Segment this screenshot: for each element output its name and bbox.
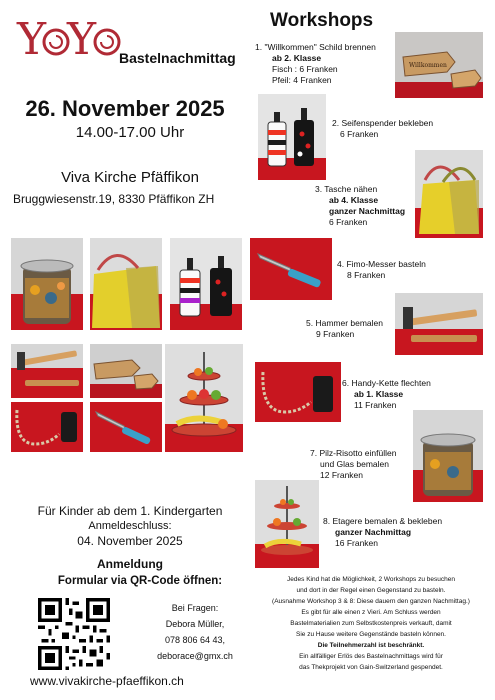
svg-text:Y: Y xyxy=(67,14,97,65)
photo-wooden-signs xyxy=(90,344,162,398)
workshop-6-restriction: ab 1. Klasse xyxy=(354,389,404,399)
photo-jar xyxy=(11,238,83,330)
workshop-1-title: 1. "Willkommen" Schild brennen xyxy=(255,42,376,52)
info-line-6: Sie zu Hause weitere Gegenstände basteln können. xyxy=(296,631,446,638)
workshop-8-title: 8. Etagere bemalen & bekleben xyxy=(323,516,443,526)
logo-graphic xyxy=(15,10,125,65)
event-time: 14.00-17.00 Uhr xyxy=(75,124,185,141)
event-venue: Viva Kirche Pfäffikon xyxy=(61,169,199,186)
contact-name: Debora Müller, xyxy=(165,619,225,629)
contact-info xyxy=(140,600,250,664)
workshop-7-title: 7. Pilz-Risotto einfüllen xyxy=(310,448,397,458)
qr-instruction: Formular via QR-Code öffnen: xyxy=(57,575,223,587)
workshop-3-duration: ganzer Nachmittag xyxy=(329,206,406,216)
info-line-9: das Thekprojekt von Gain-Switzerland gespendet. xyxy=(299,664,443,671)
workshop-8-duration: ganzer Nachmittag xyxy=(335,527,412,537)
yoyo-logo xyxy=(15,10,240,72)
photo-fimo-knife-small xyxy=(90,402,162,452)
signup-heading: Anmeldung xyxy=(97,557,163,571)
event-address: Bruggwiesenstr.19, 8330 Pfäffikon ZH xyxy=(13,192,215,206)
photo-bag-large xyxy=(90,238,162,330)
workshop-6-price: 11 Franken xyxy=(354,400,397,410)
target-audience: Für Kinder ab dem 1. Kindergarten xyxy=(37,504,223,518)
workshop-7-price: 12 Franken xyxy=(320,470,363,480)
qr-code[interactable] xyxy=(38,598,110,670)
info-line-7: Die Teilnehmerzahl ist beschränkt. xyxy=(317,642,425,649)
workshop-4-title: 4. Fimo-Messer basteln xyxy=(337,259,426,269)
workshop-5-title: 5. Hammer bemalen xyxy=(306,318,384,328)
workshop-6-title: 6. Handy-Kette flechten xyxy=(342,378,431,388)
workshop-1 xyxy=(255,42,395,86)
workshop-7-subtitle: und Glas bemalen xyxy=(320,459,389,469)
info-line-1: Jedes Kind hat die Möglichkeit, 2 Workshops zu besuchen xyxy=(287,576,455,583)
photo-phone-chain xyxy=(255,362,341,422)
workshop-6 xyxy=(342,378,452,411)
workshop-8-price: 16 Franken xyxy=(335,538,378,548)
svg-text:Y: Y xyxy=(17,14,47,65)
photo-soap-dispensers-large xyxy=(170,238,242,330)
photo-soap-dispensers xyxy=(258,94,326,180)
workshop-1-restriction: ab 2. Klasse xyxy=(272,53,322,63)
info-line-3: (Ausnahme Workshop 3 & 8: Diese dauern den ganzen Nachmittag.) xyxy=(272,598,470,605)
photo-risotto-jar xyxy=(413,410,483,502)
deadline-date: 04. November 2025 xyxy=(77,534,183,548)
photo-etagere xyxy=(165,344,243,452)
workshop-8 xyxy=(323,516,493,549)
workshops-title: Workshops xyxy=(270,10,374,31)
info-line-4: Es gibt für alle einen z Vieri. Am Schluss werden xyxy=(301,609,441,616)
workshop-4-price: 8 Franken xyxy=(347,270,386,280)
photo-fimo-knife xyxy=(250,238,332,300)
contact-phone[interactable]: 078 806 64 43, xyxy=(164,635,226,645)
workshop-1-price-fish: Fisch : 6 Franken xyxy=(272,64,338,74)
info-line-2: und dort in der Regel einen Gegenstand zu basteln. xyxy=(296,587,446,594)
svg-text:Willkommen: Willkommen xyxy=(409,62,447,69)
event-date: 26. November 2025 xyxy=(25,96,225,121)
workshop-3-price: 6 Franken xyxy=(329,217,368,227)
info-line-8: Ein allfälliger Erlös des Bastelnachmittags wird für xyxy=(299,653,443,660)
photo-bag xyxy=(415,150,483,238)
workshop-2 xyxy=(332,118,452,140)
workshop-1-price-arrow: Pfeil: 4 Franken xyxy=(272,75,332,85)
contact-email[interactable]: deborace@gmx.ch xyxy=(157,651,233,661)
workshop-2-price: 6 Franken xyxy=(340,129,379,139)
workshop-2-title: 2. Seifenspender bekleben xyxy=(332,118,434,128)
info-paragraph xyxy=(255,574,487,673)
photo-etagere-small xyxy=(255,480,319,568)
workshop-3 xyxy=(315,184,415,228)
photo-hammer xyxy=(395,293,483,355)
photo-hammers xyxy=(11,344,83,398)
workshop-3-title: 3. Tasche nähen xyxy=(315,184,378,194)
logo-subtitle: Bastelnachmittag xyxy=(119,50,236,66)
photo-phone-chain-small xyxy=(11,402,83,452)
deadline-label: Anmeldeschluss: xyxy=(88,520,172,532)
workshop-7 xyxy=(310,448,415,481)
photo-wooden-sign xyxy=(395,32,483,98)
workshop-5-price: 9 Franken xyxy=(316,329,355,339)
workshop-3-restriction: ab 4. Klasse xyxy=(329,195,379,205)
info-line-5: Bastelmaterialien zum Selbstkostenpreis verkauft, damit xyxy=(290,620,452,627)
workshop-4 xyxy=(337,259,447,281)
website-link[interactable]: www.vivakirche-pfaeffikon.ch xyxy=(30,674,184,688)
contact-label: Bei Fragen: xyxy=(171,603,219,613)
